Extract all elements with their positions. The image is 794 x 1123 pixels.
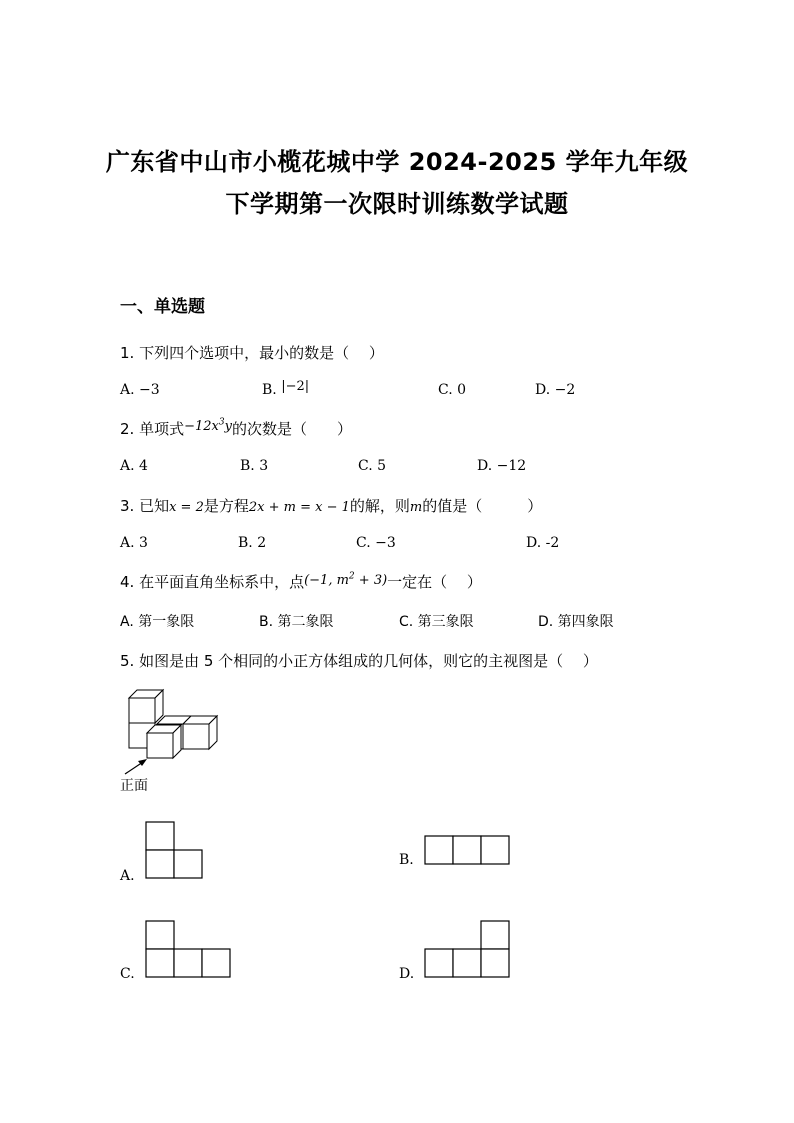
q1-option-b-expr: |−2|	[281, 379, 310, 394]
q5-front-label: 正面	[120, 778, 148, 794]
question-1-stem: 1. 下列四个选项中，最小的数是（ ）	[120, 344, 384, 362]
q2-monomial-exp: 3	[218, 417, 225, 428]
q4-point-exp: 2	[348, 571, 355, 582]
q2-option-b: B. 3	[240, 458, 269, 474]
q2-stem-post: 的次数是（ ）	[231, 420, 352, 438]
q5-option-b-figure	[424, 835, 514, 867]
q2-stem-pre: 2. 单项式	[120, 420, 185, 438]
q3-option-d: D. -2	[526, 535, 560, 551]
q4-option-b: B. 第二象限	[259, 614, 334, 630]
q3-expr-x: x = 2	[169, 500, 204, 515]
q2-option-c: C. 5	[358, 458, 387, 474]
q3-option-b: B. 2	[238, 535, 267, 551]
q3-equation: 2x + m = x − 1	[248, 500, 350, 515]
q2-monomial-coef: −12x	[184, 419, 219, 434]
q3-mid: 是方程	[203, 497, 249, 515]
question-5-stem: 5. 如图是由 5 个相同的小正方体组成的几何体，则它的主视图是（ ）	[120, 652, 598, 670]
q5-option-c-figure	[145, 920, 235, 980]
q4-option-d: D. 第四象限	[538, 614, 614, 630]
question-3-stem	[120, 495, 542, 516]
q5-solid-figure	[120, 688, 230, 778]
q5-option-c: C.	[120, 966, 135, 982]
q2-option-a: A. 4	[120, 458, 148, 474]
q5-option-d: D.	[399, 966, 415, 982]
q5-option-a-figure	[145, 821, 205, 881]
q4-point-head: (−1, m	[304, 573, 349, 588]
q5-option-b: B.	[399, 852, 414, 868]
q5-option-a: A.	[120, 868, 135, 884]
q2-option-d: D. −12	[477, 458, 527, 474]
q2-monomial-tail: y	[224, 419, 232, 434]
q4-point	[304, 573, 387, 588]
q4-post: 一定在（ ）	[387, 573, 482, 591]
q3-option-a: A. 3	[120, 535, 148, 551]
q4-pre: 4. 在平面直角坐标系中，点	[120, 573, 305, 591]
q3-post: 的值是（ ）	[422, 497, 543, 515]
q4-option-c: C. 第三象限	[399, 614, 474, 630]
q1-option-a: A. −3	[120, 382, 160, 398]
q3-pre: 3. 已知	[120, 497, 170, 515]
q1-option-b-letter: B.	[262, 382, 282, 398]
q3-expr-m: m	[409, 500, 423, 515]
q1-option-d: D. −2	[535, 382, 576, 398]
doc-title-line2: 下学期第一次限时训练数学试题	[225, 190, 569, 218]
q2-monomial	[184, 419, 232, 434]
question-2-stem	[120, 418, 352, 439]
q3-option-c: C. −3	[356, 535, 396, 551]
section-heading-single-choice: 一、单选题	[120, 297, 205, 317]
q5-option-d-figure	[424, 920, 514, 980]
q1-option-c: C. 0	[438, 382, 467, 398]
doc-title-line1: 广东省中山市小榄花城中学 2024-2025 学年九年级	[105, 148, 689, 176]
q1-option-b	[262, 379, 310, 398]
q3-mid2: 的解，则	[349, 497, 410, 515]
q4-point-tail: + 3)	[354, 573, 388, 588]
question-4-stem	[120, 571, 482, 592]
q4-option-a: A. 第一象限	[120, 614, 195, 630]
